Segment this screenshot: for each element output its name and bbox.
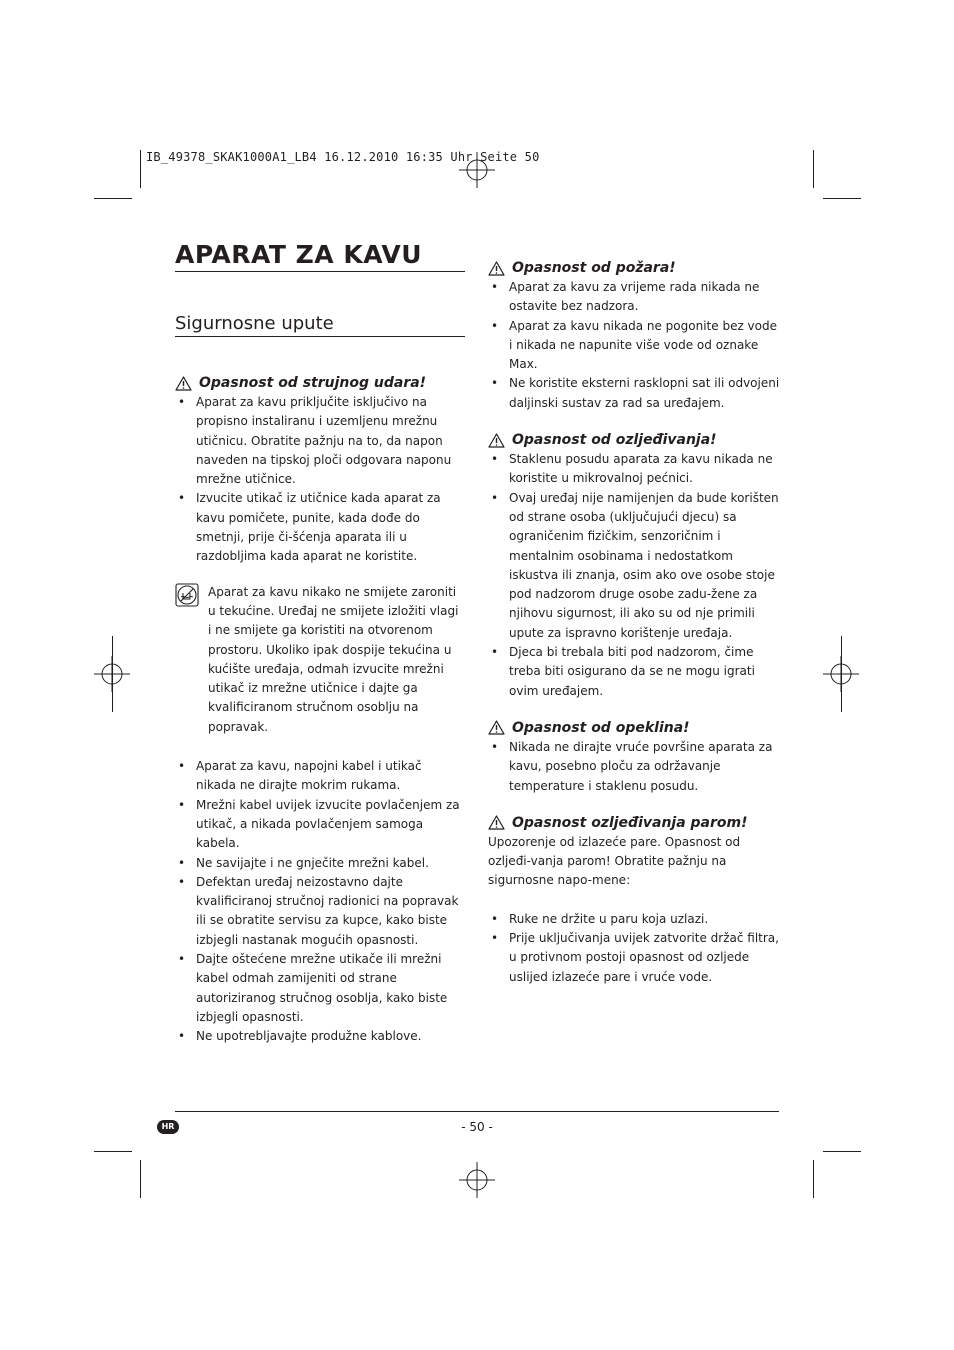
list-item: • Djeca bi trebala biti pod nadzorom, čime treba biti osigurano da se ne mogu igrati ovim uređajem. [488, 643, 780, 701]
list-item: • Ovaj uređaj nije namijenjen da bude korišten od strane osoba (uključujući djecu) sa ograničenim fizičkim, senzoričnim i mentalnim osobinama i nedostatkom iskustva ili znanja, osim ako ove osobe stoje pod nadzorom druge osobe zadu-žene za njihovu sigurnost, ili ako su od nje primili upute za ispravno korištenje uređaja. [488, 489, 780, 643]
list-item: • Izvucite utikač iz utičnice kada aparat za kavu pomičete, punite, kada dođe do smetnji, prije či-šćenja aparata ili u razdobljima kada aparat ne koristite. [175, 489, 465, 566]
page-subtitle: Sigurnosne upute [175, 313, 465, 337]
footer-rule [175, 1111, 779, 1112]
crop-mark [94, 1151, 132, 1152]
section-heading-text: Opasnost od požara! [512, 260, 676, 276]
section-heading-text: Opasnost ozljeđivanja parom! [512, 814, 748, 831]
crop-mark [823, 198, 861, 199]
list-item: • Staklenu posudu aparata za kavu nikada ne koristite u mikrovalnoj pećnici. [488, 450, 780, 489]
bullet-list [175, 757, 465, 1046]
bullet-list [488, 910, 780, 987]
list-item: • Aparat za kavu za vrijeme rada nikada ne ostavite bez nadzora. [488, 278, 780, 317]
bullet-list [488, 278, 780, 413]
registration-mark-icon [459, 152, 495, 188]
section-heading [488, 813, 780, 833]
bullet-list [488, 738, 780, 796]
page-title: APARAT ZA KAVU [175, 240, 465, 272]
list-item: • Dajte oštećene mrežne utikače ili mrežni kabel odmah zamijeniti od strane autoriziranog stručnog osoblja, kako biste izbjegli opasnosti. [175, 950, 465, 1027]
section-heading [175, 373, 465, 393]
list-item: • Defektan uređaj neizostavno dajte kvalificiranoj stručnoj radionici na popravak ili se obratite servisu za kupce, kako biste izbjegli nastanak mogućih opasnosti. [175, 873, 465, 950]
list-item: • Ne koristite eksterni rasklopni sat ili odvojeni daljinski sustav za rad sa uređajem. [488, 374, 780, 413]
notice-text: Aparat za kavu nikako ne smijete zaroniti u tekućine. Uređaj ne smijete izložiti vlagi i ne smijete ga koristiti na otvorenom prostoru. Ukoliko ipak dospije tekućina u kućište uređaja, odmah izvucite mrežni utikač iz mrežne utičnice i dajte ga kvalificiranom stručnom osoblju na popravak. [208, 584, 459, 734]
right-column [488, 258, 780, 987]
crop-mark [813, 1160, 814, 1198]
crop-mark [823, 1151, 861, 1152]
bullet-list [488, 450, 780, 701]
warning-triangle-icon [488, 261, 505, 276]
list-item: • Nikada ne dirajte vruće površine aparata za kavu, posebno ploču za održavanje temperature i staklenu posudu. [488, 738, 780, 796]
section-heading [488, 258, 780, 278]
list-item: • Aparat za kavu, napojni kabel i utikač nikada ne dirajte mokrim rukama. [175, 757, 465, 796]
section-heading-text: Opasnost od opeklina! [512, 719, 690, 736]
list-item: • Aparat za kavu priključite isključivo na propisno instaliranu i uzemljenu mrežnu utičnicu. Obratite pažnju na to, da napon naveden na tipskoj ploči odgovara naponu mrežne utičnice. [175, 393, 465, 489]
warning-triangle-icon [488, 815, 505, 830]
section-heading-text: Opasnost od strujnog udara! [199, 375, 427, 391]
list-item: • Ruke ne držite u paru koja uzlazi. [488, 910, 780, 929]
crop-mark [94, 198, 132, 199]
list-item: • Aparat za kavu nikada ne pogonite bez vode i nikada ne napunite više vode od oznake Max. [488, 317, 780, 375]
bullet-list [175, 393, 465, 567]
crop-mark [813, 150, 814, 188]
list-item: • Prije uključivanja uvijek zatvorite držač filtra, u protivnom postoji opasnost od ozljede uslijed izlazeće pare i vruće vode. [488, 929, 780, 987]
warning-triangle-icon [488, 720, 505, 735]
section-intro: Upozorenje od izlazeće pare. Opasnost od ozljeđi-vanja parom! Obratite pažnju na sigurnosne napo-mene: [488, 834, 741, 888]
list-item: • Mrežni kabel uvijek izvucite povlačenjem za utikač, a nikada povlačenjem samoga kabela. [175, 796, 465, 854]
section-heading [488, 718, 780, 738]
notice-block [175, 583, 465, 737]
left-column [175, 373, 465, 1047]
registration-mark-icon [94, 656, 130, 692]
list-item: • Ne savijajte i ne gnječite mrežni kabel. [175, 854, 465, 873]
crop-mark [140, 150, 141, 188]
section-heading [488, 430, 780, 450]
crop-mark [140, 1160, 141, 1198]
warning-triangle-icon [175, 376, 192, 391]
list-item: • Ne upotrebljavajte produžne kablove. [175, 1027, 465, 1046]
print-header: IB_49378_SKAK1000A1_LB4 16.12.2010 16:35 Uhr Seite 50 [146, 150, 540, 164]
registration-mark-icon [459, 1162, 495, 1198]
no-immersion-icon [175, 583, 199, 607]
registration-mark-icon [823, 656, 859, 692]
language-badge: HR [157, 1120, 179, 1134]
warning-triangle-icon [488, 433, 505, 448]
section-heading-text: Opasnost od ozljeđivanja! [512, 432, 717, 449]
page-number: - 50 - [461, 1120, 493, 1134]
